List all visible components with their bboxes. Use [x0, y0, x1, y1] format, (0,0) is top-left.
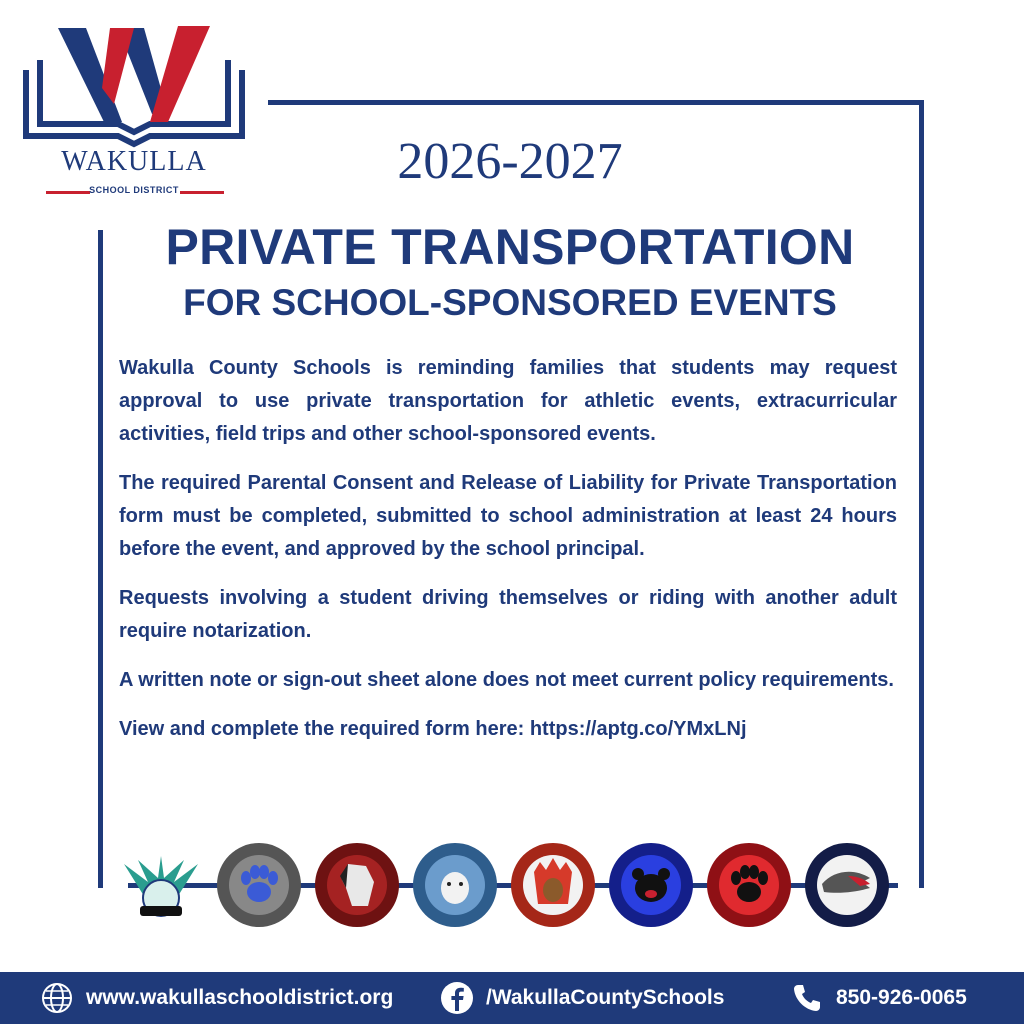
w-book-logo-icon — [18, 18, 250, 148]
footer-website[interactable] — [40, 972, 393, 1024]
page-subtitle: FOR SCHOOL-SPONSORED EVENTS — [183, 282, 837, 323]
globe-icon — [40, 981, 74, 1015]
school-year: 2026-2027 — [397, 133, 623, 190]
horse-icon — [314, 842, 400, 928]
announcement-body — [119, 352, 897, 762]
paragraph: Wakulla County Schools is reminding families that students may request approval to use private transportation for athletic events, extracurricular activities, field trips and other school-sponsored events. — [119, 357, 897, 445]
footer-facebook[interactable] — [440, 972, 724, 1024]
form-link-text[interactable]: View and complete the required form here: https://aptg.co/YMxLNj — [119, 718, 747, 740]
paragraph: The required Parental Consent and Release of Liability for Private Transportation form must be completed, submitted to school administration at least 24 hours before the event, and approved by the school principal. — [119, 472, 897, 560]
frame-left-border — [98, 230, 103, 888]
badge-riversink — [412, 842, 498, 928]
facebook-icon — [440, 981, 474, 1015]
logo-subtitle: SCHOOL DISTRICT — [89, 185, 179, 195]
badge-medart — [314, 842, 400, 928]
badge-wakulla-institute — [118, 842, 204, 928]
footer-phone[interactable] — [790, 972, 967, 1024]
otter-icon — [412, 842, 498, 928]
website-url[interactable]: www.wakullaschooldistrict.org — [86, 986, 394, 1009]
paragraph: Requests involving a student driving themselves or riding with another adult require notarization. — [119, 587, 897, 642]
phone-icon — [790, 981, 824, 1015]
frame-right-border — [919, 100, 924, 888]
logo-wordmark: WAKULLA — [61, 146, 207, 177]
eagle-icon — [804, 842, 890, 928]
paw-icon — [706, 842, 792, 928]
paragraph: A written note or sign-out sheet alone does not meet current policy requirements. — [119, 669, 894, 691]
badge-riversprings — [608, 842, 694, 928]
badge-wakulla-middle — [706, 842, 792, 928]
bear-icon — [608, 842, 694, 928]
school-badges-row — [118, 842, 908, 938]
phoenix-icon — [118, 842, 204, 928]
district-logo — [18, 18, 250, 203]
facebook-handle[interactable]: /WakullaCountySchools — [486, 986, 725, 1009]
badge-crawfordville — [216, 842, 302, 928]
phone-number[interactable]: 850-926-0065 — [836, 986, 967, 1009]
footer-bar — [0, 972, 1024, 1024]
badge-wakulla-war-eagles — [804, 842, 890, 928]
frame-top-border — [268, 100, 924, 105]
badge-shadeville — [510, 842, 596, 928]
page-title: PRIVATE TRANSPORTATION — [165, 219, 855, 275]
paw-icon — [216, 842, 302, 928]
warrior-icon — [510, 842, 596, 928]
